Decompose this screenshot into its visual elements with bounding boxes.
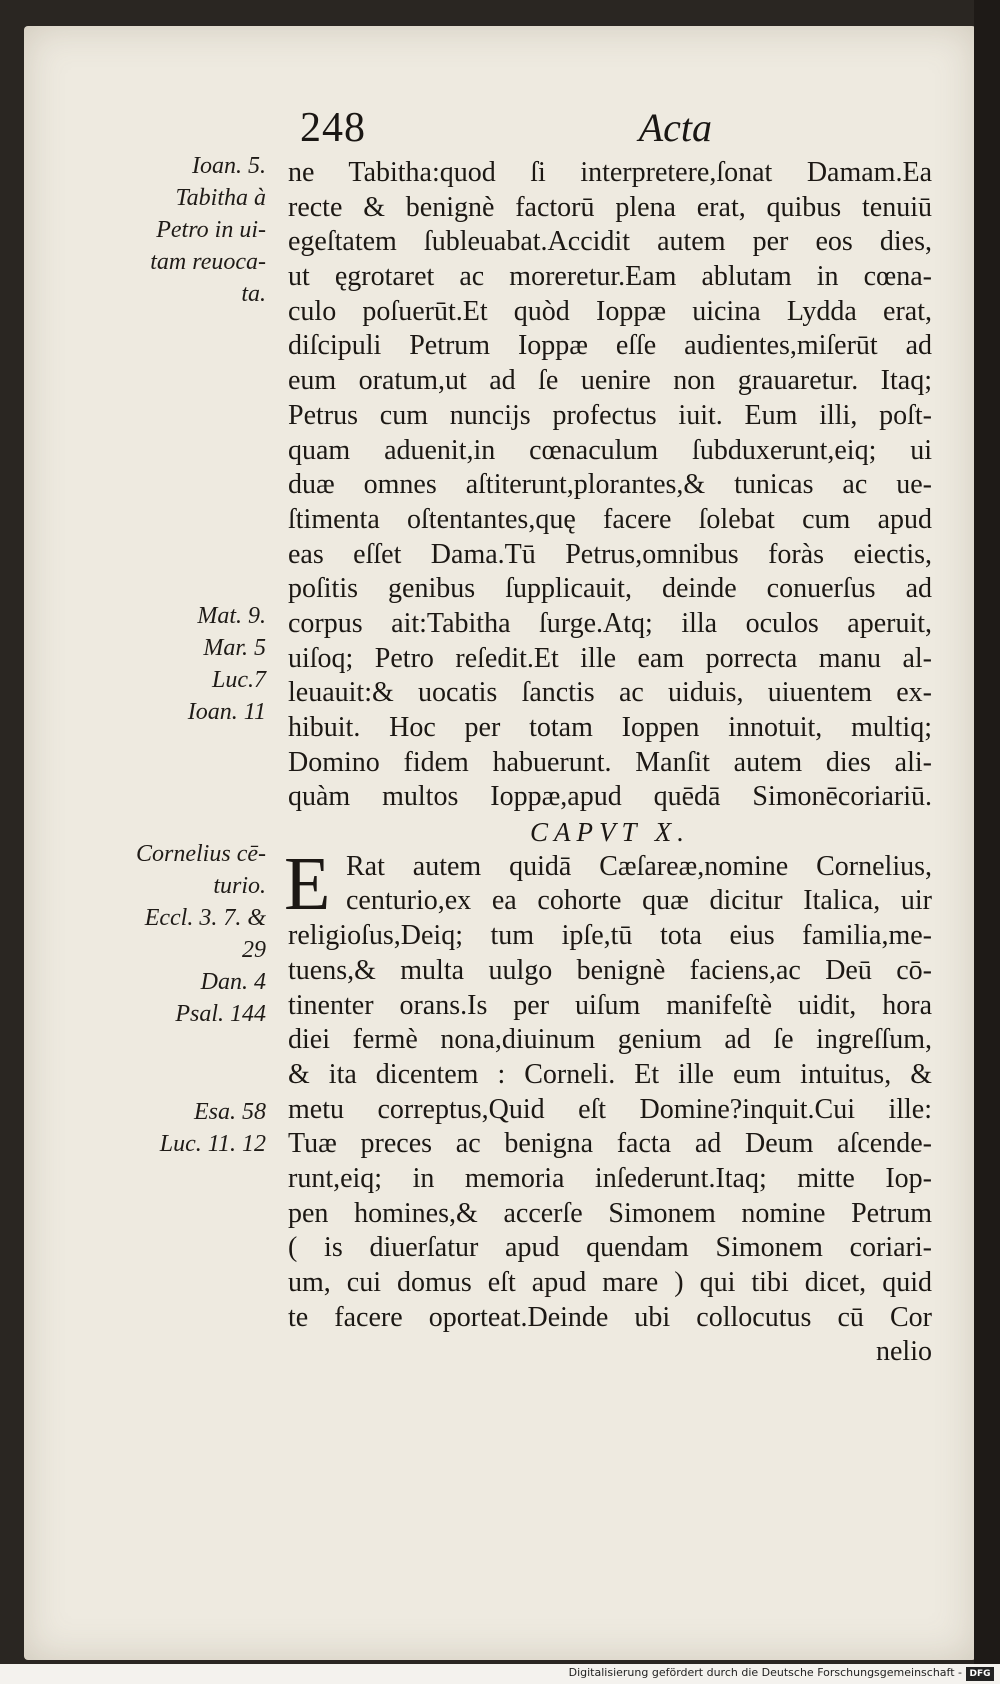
catchword: nelio [876,1336,932,1368]
text-line: diei fermè nona,diuinum genium ad ſe ingreſſum, [288,1024,932,1056]
text-line: recte & benignè factorū plena erat, quibus tenuiū [288,191,932,223]
margin-note-line: Mat. 9. [197,603,266,629]
text-line: culo poſuerūt.Et quòd Ioppæ uicina Lydda erat, [288,295,932,327]
text-line: te facere oporteat.Deinde ubi collocutus cū Cor [288,1301,932,1333]
margin-note-4 [126,1096,266,1160]
text-line: metu correptus,Quid eſt Domine?inquit.Cui ille: [288,1093,932,1125]
text-line: & ita dicentem : Corneli. Et ille eum intuitus, & [288,1058,932,1090]
margin-note-line: Petro in ui- [156,217,266,243]
margin-note-line: Tabitha à [175,185,266,211]
chapter-heading: CAPVT X. [529,817,690,848]
text-line: egeſtatem ſubleuabat.Accidit autem per eos dies, [288,226,932,258]
margin-note-line: Psal. 144 [175,1001,266,1027]
margin-note-3 [126,838,266,1030]
margin-note-line: ta. [241,281,266,307]
margin-note-line: Luc.7 [212,667,266,693]
text-line: corpus ait:Tabitha ſurge.Atq; illa oculos aperuit, [288,607,932,639]
main-text [284,156,932,1370]
text-line: Petrus cum nuncijs profectus iuit. Eum illi, poſt- [288,399,932,431]
margin-note-line: Cornelius cē- [136,841,266,867]
text-line: runt,eiq; in memoria inſederunt.Itaq; mitte Iop- [288,1162,932,1194]
text-line: religioſus,Deiq; tum ipſe,tū tota eius familia,me- [288,920,932,952]
running-title: Acta [638,105,712,150]
text-line: hibuit. Hoc per totam Ioppen innotuit, multiq; [288,712,932,743]
text-line: Rat autem quidā Cæſareæ,nomine Cornelius, [346,850,932,882]
margin-note-line: Eccl. 3. 7. & [144,905,266,931]
book-spine [974,0,1000,1684]
text-line: tuens,& multa uulgo benignè faciens,ac Deū cō- [288,954,932,986]
text-line: leuauit:& uocatis ſanctis ac uiduis, uiuentem ex- [288,677,932,709]
text-line: Tuæ preces ac benigna facta ad Deum aſcende- [288,1128,932,1160]
text-line: Domino fidem habuerunt. Manſit autem dies ali- [288,746,932,778]
page-header [300,104,712,154]
text-line: tinenter orans.Is per uiſum manifeſtè uidit, hora [288,989,932,1021]
margin-note-1 [126,150,266,310]
margin-note-2 [126,600,266,728]
text-line: diſcipuli Petrum Ioppæ eſſe audientes,miſerūt ad [288,330,932,362]
text-line: ne Tabitha:quod ſi interpretere,ſonat Damam.Ea [288,157,932,188]
margin-note-line: 29 [242,937,266,963]
text-line: ut ęgrotaret ac moreretur.Eam ablutam in cœna- [288,261,932,293]
margin-note-line: Ioan. 5. [192,153,266,179]
page-number: 248 [300,105,366,151]
margin-note-line: Esa. 58 [194,1099,266,1125]
text-line: uiſoq; Petro reſedit.Et ille eam porrecta manu al- [288,642,932,674]
text-line: quam aduenit,in cœnaculum ſubduxerunt,eiq; ui [288,434,932,466]
margin-note-line: Ioan. 11 [187,699,266,725]
text-line: eas eſſet Dama.Tū Petrus,omnibus foràs eiectis, [288,538,932,570]
margin-note-line: turio. [213,873,266,899]
drop-cap: E [284,842,331,926]
margin-note-line: Mar. 5 [203,635,266,661]
margin-note-line: Luc. 11. 12 [159,1131,266,1157]
text-line: ( is diuerſatur apud quendam Simonem coriari- [288,1232,932,1264]
text-line: quàm multos Ioppæ,apud quēdā Simonēcoriariū. [288,781,932,813]
footer-bar [0,1664,1000,1684]
text-line: um, cui domus eſt apud mare ) qui tibi dicet, quid [288,1267,932,1298]
margin-note-line: Dan. 4 [200,969,266,995]
text-line: poſitis genibus ſupplicauit, deinde conuerſus ad [288,573,932,605]
text-line: ſtimenta oſtentantes,quę facere ſolebat cum apud [288,503,932,535]
text-line: centurio,ex ea cohorte quæ dicitur Italica, uir [346,885,932,917]
footer-credit: Digitalisierung gefördert durch die Deutsche Forschungsgemeinschaft - [568,1666,962,1679]
text-line: eum oratum,ut ad ſe uenire non grauaretur. Itaq; [288,365,932,397]
margin-note-line: tam reuoca- [150,249,266,275]
text-line: pen homines,& accerſe Simonem nomine Petrum [288,1197,932,1229]
text-line: duæ omnes aſtiterunt,plorantes,& tunicas ac ue- [288,469,932,501]
dfg-logo-icon[interactable]: DFG [966,1667,994,1681]
